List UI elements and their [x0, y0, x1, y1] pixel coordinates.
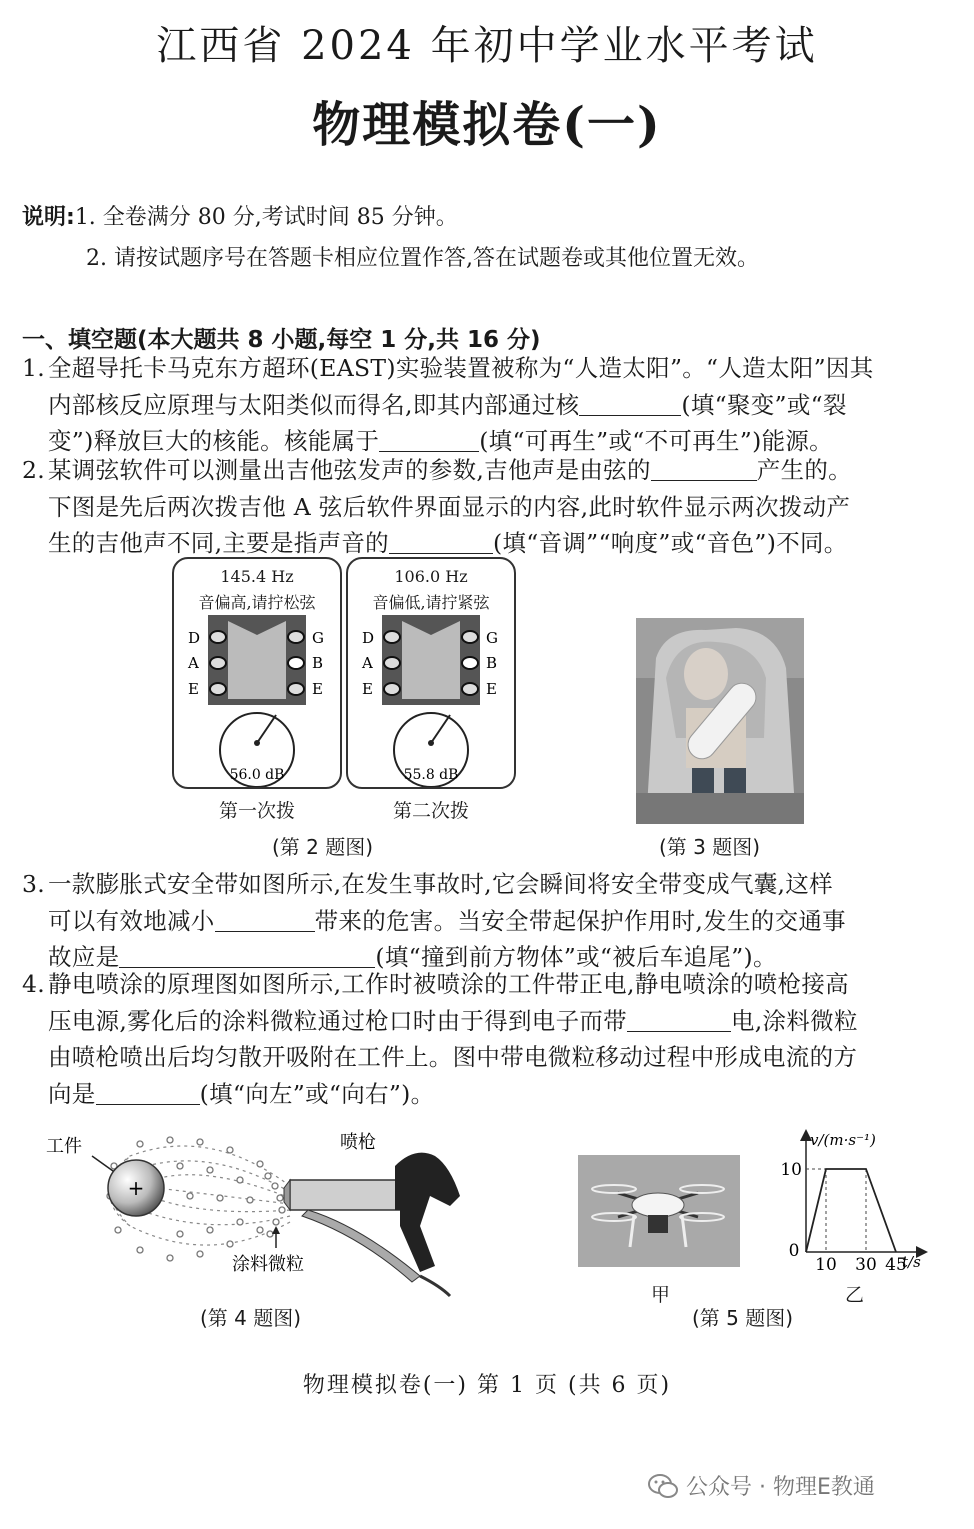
section-title: 一、填空题 — [22, 327, 137, 353]
tuner-panel-1 — [172, 557, 342, 789]
q3-line-3b: (填“撞到前方物体”或“被后车追尾”)。 — [375, 943, 777, 971]
q1-number: 1. — [22, 354, 46, 382]
x-tick-label: 0 — [788, 1241, 800, 1261]
exam-subtitle: 物理模拟卷(一) — [312, 97, 662, 153]
y-tick-label: 10 — [780, 1160, 802, 1180]
tuner-1-hint: 音偏高,请拧松弦 — [198, 593, 316, 612]
q3-blank-1[interactable] — [215, 907, 315, 932]
q4-line-4b: (填“向左”或“向右”)。 — [199, 1079, 435, 1108]
q3-line-2a: 可以有效地减小 — [48, 906, 215, 935]
notes-line-1 — [22, 200, 458, 231]
tuner-1-graphic — [174, 615, 340, 787]
workpiece-label: 工件 — [46, 1136, 82, 1157]
spray-gun-label: 喷枪 — [340, 1132, 376, 1153]
figure-3-caption: (第 3 题图) — [659, 835, 761, 859]
q1-blank-1[interactable] — [579, 391, 681, 416]
electrostatic-spray-diagram — [40, 1126, 480, 1300]
watermark — [648, 1470, 875, 1501]
positive-charge-symbol: + — [127, 1176, 145, 1200]
q4-blank-1[interactable] — [627, 1007, 731, 1032]
q3-number: 3. — [22, 870, 46, 898]
string-label: E — [486, 680, 497, 698]
q1-line-3b: (填“可再生”或“不可再生”)能源。 — [479, 427, 833, 455]
string-label: E — [312, 680, 323, 698]
question-2 — [22, 452, 954, 562]
tuner-1-caption: 第一次拨 — [218, 800, 295, 822]
paint-particles-label: 涂料微粒 — [232, 1254, 304, 1275]
q3-line-1: 一款膨胀式安全带如图所示,在发生事故时,它会瞬间将安全带变成气囊,这样 — [48, 870, 833, 898]
watermark-text: 公众号 · 物理E教通 — [686, 1475, 875, 1500]
q4-number: 4. — [22, 970, 46, 998]
figure-5-caption: (第 5 题图) — [692, 1306, 794, 1330]
string-label: E — [188, 680, 199, 698]
x-tick-label: 45 — [885, 1255, 907, 1275]
tuner-1-loudness: 56.0 dB — [229, 767, 285, 783]
seatbelt-airbag-photo — [636, 618, 804, 824]
string-label: G — [486, 629, 498, 647]
tuner-1-frequency: 145.4 Hz — [220, 567, 294, 586]
exam-title: 江西省 2024 年初中学业水平考试 — [156, 23, 818, 69]
string-label: A — [188, 654, 199, 672]
tuner-2-hint: 音偏低,请拧紧弦 — [372, 593, 490, 612]
q4-line-2b: 电,涂料微粒 — [730, 1006, 858, 1035]
x-tick-label: 10 — [815, 1255, 837, 1275]
q2-line-3b: (填“音调”“响度”或“音色”)不同。 — [492, 529, 848, 557]
section-detail: (本大题共 8 小题,每空 1 分,共 16 分) — [137, 327, 541, 353]
string-label: D — [362, 629, 375, 647]
string-label: E — [362, 680, 373, 698]
q1-line-2a: 内部核反应原理与太阳类似而得名,即其内部通过核 — [48, 390, 580, 419]
q4-line-1: 静电喷涂的原理图如图所示,工作时被喷涂的工件带正电,静电喷涂的喷枪接高 — [48, 970, 849, 998]
figure-2-caption: (第 2 题图) — [272, 835, 374, 859]
q3-line-3a: 故应是 — [48, 943, 120, 971]
tuner-panel-2 — [346, 557, 516, 789]
tuner-2-graphic — [348, 615, 514, 787]
string-label: B — [486, 654, 498, 672]
notes-text-1: 1. 全卷满分 80 分,考试时间 85 分钟。 — [74, 205, 458, 230]
question-3 — [22, 866, 954, 976]
velocity-line — [806, 1169, 896, 1252]
page-footer: 物理模拟卷(一) 第 1 页 (共 6 页) — [302, 1373, 672, 1398]
spray-gun-barrel — [290, 1180, 400, 1210]
drone-photo — [578, 1155, 740, 1267]
string-label: B — [312, 654, 324, 672]
tuner-2-caption: 第二次拨 — [392, 800, 469, 822]
q2-line-2: 下图是先后两次拨吉他 A 弦后软件界面显示的内容,此时软件显示两次拨动产 — [48, 492, 851, 521]
q3-line-2b: 带来的危害。当安全带起保护作用时,发生的交通事 — [314, 906, 846, 935]
string-label: D — [188, 629, 201, 647]
x-tick-label: 30 — [855, 1255, 877, 1275]
q2-number: 2. — [22, 456, 46, 484]
question-1 — [22, 350, 954, 460]
graph-y-label: v/(m·s⁻¹) — [810, 1131, 876, 1149]
q4-line-2a: 压电源,雾化后的涂料微粒通过枪口时由于得到电子而带 — [48, 1006, 627, 1035]
q4-blank-2[interactable] — [96, 1080, 200, 1105]
string-label: G — [312, 629, 324, 647]
q2-blank-2[interactable] — [389, 529, 493, 554]
drone-label: 甲 — [651, 1284, 671, 1306]
notes-label: 说明: — [22, 205, 75, 230]
q4-line-4a: 向是 — [48, 1079, 96, 1108]
q1-line-1: 全超导托卡马克东方超环(EAST)实验装置被称为“人造太阳”。“人造太阳”因其 — [48, 354, 874, 382]
q4-line-3: 由喷枪喷出后均匀散开吸附在工件上。图中带电微粒移动过程中形成电流的方 — [48, 1043, 858, 1071]
q1-line-3a: 变”)释放巨大的核能。核能属于 — [48, 427, 380, 455]
graph-x-label: t/s — [902, 1253, 921, 1271]
string-label: A — [362, 654, 373, 672]
q1-blank-2[interactable] — [379, 427, 479, 452]
tuner-2-loudness: 55.8 dB — [403, 767, 459, 783]
q2-blank-1[interactable] — [651, 456, 757, 481]
wechat-icon — [648, 1473, 678, 1499]
velocity-time-graph — [780, 1125, 930, 1275]
q3-blank-2[interactable] — [119, 943, 375, 968]
graph-label: 乙 — [845, 1284, 865, 1306]
figure-4-caption: (第 4 题图) — [200, 1306, 302, 1330]
q2-line-3a: 生的吉他声不同,主要是指声音的 — [48, 529, 389, 557]
q1-line-2b: (填“聚变”或“裂 — [681, 390, 847, 419]
question-4 — [22, 966, 954, 1112]
q2-line-1a: 某调弦软件可以测量出吉他弦发声的参数,吉他声是由弦的 — [48, 456, 651, 484]
spray-gun-grip — [395, 1153, 460, 1272]
tuner-2-frequency: 106.0 Hz — [394, 567, 468, 586]
notes-line-2: 2. 请按试题序号在答题卡相应位置作答,答在试题卷或其他位置无效。 — [86, 246, 759, 271]
q2-line-1b: 产生的。 — [756, 456, 852, 484]
